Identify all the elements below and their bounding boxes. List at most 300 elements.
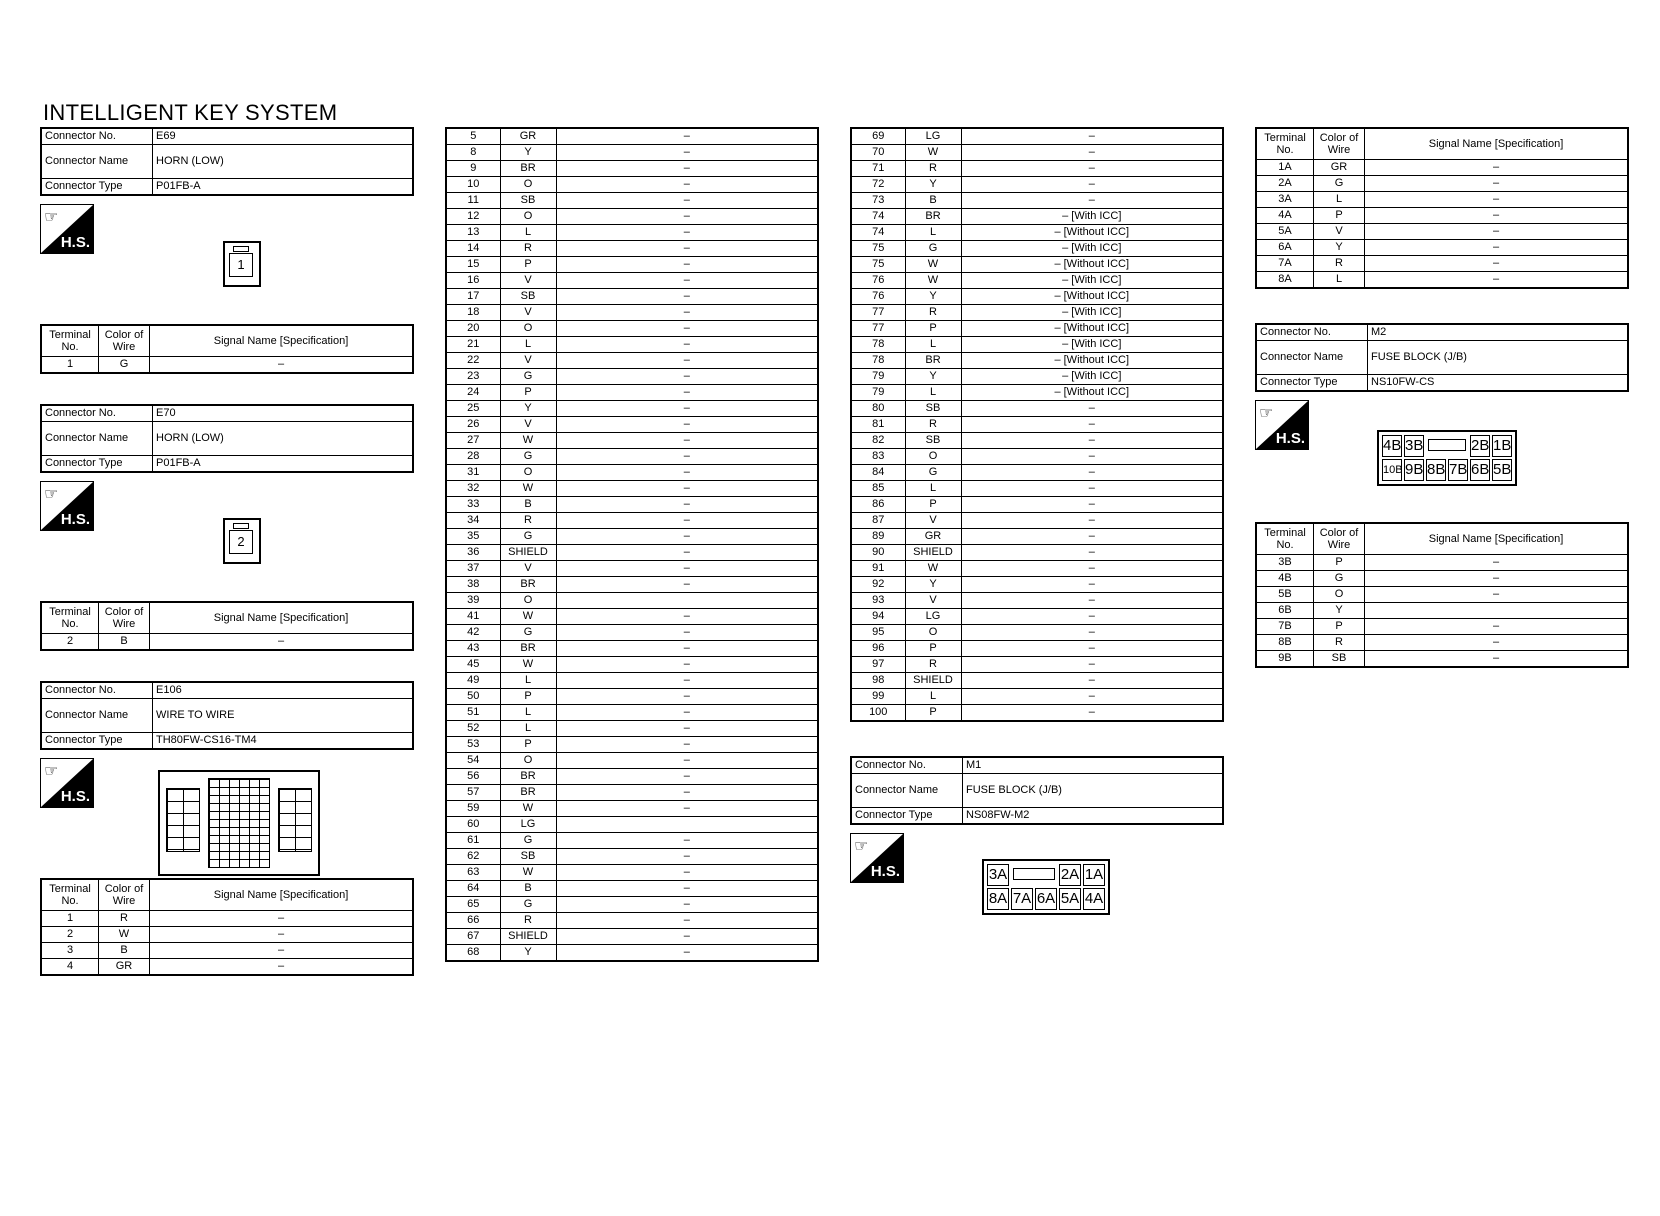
wire-color-cell: G	[1314, 176, 1365, 192]
signal-cell: –	[961, 641, 1223, 657]
terminal-cell: 56	[446, 769, 500, 785]
terminal-cell: 52	[446, 721, 500, 737]
wire-color-cell: G	[500, 529, 556, 545]
wire-color-cell: P	[905, 641, 961, 657]
connector-no-value: E69	[153, 128, 414, 145]
table-row	[851, 481, 1223, 497]
signal-cell: – [Without ICC]	[961, 257, 1223, 273]
terminal-cell: 69	[851, 128, 905, 145]
table-row	[446, 513, 818, 529]
connector-pin-grid	[208, 778, 270, 868]
signal-cell: –	[1365, 619, 1629, 635]
table-row	[446, 433, 818, 449]
table-row	[446, 865, 818, 881]
wire-color-cell: R	[500, 241, 556, 257]
signal-cell: –	[961, 449, 1223, 465]
signal-cell: –	[150, 357, 414, 374]
wire-color-cell: V	[500, 417, 556, 433]
table-row	[851, 497, 1223, 513]
signal-cell: –	[961, 529, 1223, 545]
wire-color-cell: BR	[905, 209, 961, 225]
signal-cell: –	[556, 513, 818, 529]
wire-color-cell: BR	[500, 785, 556, 801]
wire-color-cell: W	[500, 657, 556, 673]
cavity: 6A	[1035, 888, 1057, 910]
terminal-cell: 77	[851, 321, 905, 337]
table-row	[446, 289, 818, 305]
pin-table-e106-continued-a	[445, 127, 819, 962]
terminal-cell: 76	[851, 273, 905, 289]
wire-color-cell: R	[905, 305, 961, 321]
signal-cell: – [With ICC]	[961, 241, 1223, 257]
signal-cell: –	[556, 241, 818, 257]
cavity: 1A	[1083, 864, 1105, 886]
terminal-cell: 75	[851, 241, 905, 257]
signal-cell: –	[556, 161, 818, 177]
connector-info-m1	[850, 756, 1224, 825]
table-row	[446, 529, 818, 545]
table-row	[41, 357, 413, 374]
connector-type-label: Connector Type	[1256, 375, 1368, 392]
terminal-cell: 62	[446, 849, 500, 865]
connector-name-value: FUSE BLOCK (J/B)	[1368, 341, 1629, 375]
connector-name-label: Connector Name	[41, 699, 153, 733]
terminal-cell: 71	[851, 161, 905, 177]
terminal-cell: 25	[446, 401, 500, 417]
terminal-cell: 1A	[1256, 160, 1314, 176]
table-row	[1256, 619, 1628, 635]
wire-color-cell: P	[905, 497, 961, 513]
table-row	[1256, 256, 1628, 272]
table-row	[446, 801, 818, 817]
signal-cell: – [With ICC]	[961, 305, 1223, 321]
terminal-cell: 59	[446, 801, 500, 817]
table-row	[851, 465, 1223, 481]
harness-side-icon: ☞ H.S.	[850, 833, 904, 883]
wire-color-cell: Y	[905, 177, 961, 193]
pin-label: 2	[229, 530, 253, 554]
terminal-cell: 72	[851, 177, 905, 193]
connector-type-label: Connector Type	[851, 808, 963, 825]
table-row	[851, 305, 1223, 321]
signal-cell: –	[556, 273, 818, 289]
signal-cell: –	[556, 225, 818, 241]
terminal-cell: 83	[851, 449, 905, 465]
table-row	[446, 401, 818, 417]
table-row	[1256, 240, 1628, 256]
signal-cell: –	[556, 721, 818, 737]
signal-cell: –	[1365, 635, 1629, 651]
terminal-cell: 1	[41, 911, 99, 927]
wire-color-cell: L	[1314, 192, 1365, 208]
wire-color-cell: Y	[1314, 603, 1365, 619]
signal-cell: –	[556, 193, 818, 209]
table-row	[446, 625, 818, 641]
table-row	[851, 385, 1223, 401]
terminal-cell: 95	[851, 625, 905, 641]
connector-face-e70	[223, 518, 261, 564]
signal-cell: –	[556, 529, 818, 545]
terminal-cell: 93	[851, 593, 905, 609]
table-row	[446, 545, 818, 561]
wire-color-cell: SB	[500, 289, 556, 305]
terminal-cell: 79	[851, 385, 905, 401]
table-row	[41, 634, 413, 651]
wire-color-cell: Y	[905, 289, 961, 305]
terminal-cell: 74	[851, 209, 905, 225]
signal-cell: – [Without ICC]	[961, 321, 1223, 337]
wire-color-cell: G	[905, 241, 961, 257]
connector-no-value: E106	[153, 682, 414, 699]
terminal-cell: 35	[446, 529, 500, 545]
terminal-cell: 31	[446, 465, 500, 481]
wire-color-cell: Y	[905, 577, 961, 593]
wire-color-cell: Y	[905, 369, 961, 385]
wire-color-cell: L	[500, 705, 556, 721]
signal-cell: – [With ICC]	[961, 273, 1223, 289]
terminal-cell: 33	[446, 497, 500, 513]
connector-type-value: NS10FW-CS	[1368, 375, 1629, 392]
signal-cell	[556, 817, 818, 833]
terminal-cell: 13	[446, 225, 500, 241]
table-row	[851, 128, 1223, 145]
pin-table-m1	[1255, 127, 1629, 289]
signal-cell: –	[961, 705, 1223, 722]
connector-type-label: Connector Type	[41, 179, 153, 196]
table-row	[446, 593, 818, 609]
terminal-cell: 27	[446, 433, 500, 449]
terminal-cell: 6B	[1256, 603, 1314, 619]
terminal-cell: 2	[41, 634, 99, 651]
table-row	[851, 369, 1223, 385]
table-row	[851, 513, 1223, 529]
wire-color-cell: BR	[905, 353, 961, 369]
wire-color-cell: W	[500, 801, 556, 817]
signal-cell: –	[556, 689, 818, 705]
terminal-cell: 76	[851, 289, 905, 305]
wire-color-cell: L	[905, 481, 961, 497]
table-row	[851, 321, 1223, 337]
terminal-cell: 84	[851, 465, 905, 481]
terminal-cell: 23	[446, 369, 500, 385]
terminal-cell: 100	[851, 705, 905, 722]
table-row	[446, 785, 818, 801]
wire-color-cell: V	[1314, 224, 1365, 240]
wire-color-cell: SHIELD	[500, 929, 556, 945]
harness-side-icon: ☞ H.S.	[40, 481, 94, 531]
terminal-cell: 16	[446, 273, 500, 289]
connector-type-value: P01FB-A	[153, 456, 414, 473]
signal-cell: –	[556, 177, 818, 193]
terminal-cell: 43	[446, 641, 500, 657]
signal-cell: –	[556, 417, 818, 433]
signal-cell: –	[150, 911, 414, 927]
table-row	[446, 721, 818, 737]
terminal-cell: 21	[446, 337, 500, 353]
table-row	[446, 385, 818, 401]
table-row	[851, 337, 1223, 353]
pin-table-e106	[40, 878, 414, 976]
table-row	[446, 817, 818, 833]
signal-cell: –	[961, 145, 1223, 161]
wire-color-cell: BR	[500, 769, 556, 785]
wire-color-cell: G	[500, 625, 556, 641]
connector-name-label: Connector Name	[1256, 341, 1368, 375]
terminal-cell: 12	[446, 209, 500, 225]
wire-color-cell: GR	[1314, 160, 1365, 176]
connector-face-e106	[158, 770, 320, 876]
table-row	[851, 289, 1223, 305]
connector-no-value: M2	[1368, 324, 1629, 341]
wire-color-cell: L	[1314, 272, 1365, 289]
signal-cell: –	[556, 145, 818, 161]
signal-cell: – [With ICC]	[961, 369, 1223, 385]
signal-cell: –	[556, 865, 818, 881]
table-row	[446, 321, 818, 337]
terminal-cell: 3	[41, 943, 99, 959]
signal-cell: –	[961, 433, 1223, 449]
terminal-cell: 81	[851, 417, 905, 433]
signal-cell: –	[1365, 240, 1629, 256]
terminal-cell: 24	[446, 385, 500, 401]
wire-color-cell: R	[1314, 256, 1365, 272]
cavity: 2A	[1059, 864, 1081, 886]
connector-pin-block-right	[278, 788, 312, 852]
signal-cell: –	[1365, 176, 1629, 192]
terminal-cell: 49	[446, 673, 500, 689]
connector-diagram-m2	[1255, 392, 1629, 522]
wire-color-cell: B	[500, 497, 556, 513]
wire-color-cell: V	[905, 593, 961, 609]
terminal-cell: 34	[446, 513, 500, 529]
wire-color-cell: R	[99, 911, 150, 927]
terminal-cell: 5B	[1256, 587, 1314, 603]
signal-cell: –	[961, 177, 1223, 193]
wire-color-cell: SB	[1314, 651, 1365, 668]
wire-color-cell: W	[500, 865, 556, 881]
connector-info-e69	[40, 127, 414, 196]
terminal-cell: 66	[446, 913, 500, 929]
wire-color-cell: G	[500, 449, 556, 465]
signal-cell: –	[556, 385, 818, 401]
table-row	[851, 577, 1223, 593]
wire-color-cell: SB	[500, 193, 556, 209]
connector-diagram-e70	[40, 473, 414, 601]
table-row	[446, 753, 818, 769]
table-row	[446, 945, 818, 962]
terminal-cell: 36	[446, 545, 500, 561]
wire-color-cell: L	[500, 337, 556, 353]
connector-name-value: FUSE BLOCK (J/B)	[963, 774, 1224, 808]
signal-cell: –	[1365, 224, 1629, 240]
signal-cell: –	[556, 897, 818, 913]
table-row	[851, 449, 1223, 465]
table-row	[851, 417, 1223, 433]
signal-cell: –	[556, 881, 818, 897]
terminal-cell: 98	[851, 673, 905, 689]
table-row	[446, 689, 818, 705]
signal-cell: – [With ICC]	[961, 337, 1223, 353]
cavity: 8B	[1426, 459, 1446, 481]
signal-cell: –	[556, 577, 818, 593]
wire-color-cell: BR	[500, 161, 556, 177]
wire-color-cell: R	[905, 657, 961, 673]
table-row	[446, 881, 818, 897]
terminal-cell: 78	[851, 337, 905, 353]
wire-color-cell: G	[500, 897, 556, 913]
wire-color-cell: P	[1314, 555, 1365, 571]
table-row	[1256, 651, 1628, 668]
connector-face-e69	[223, 241, 261, 287]
color-header: Color of Wire	[99, 602, 150, 634]
wire-color-cell: R	[500, 913, 556, 929]
cavity: 6B	[1470, 459, 1490, 481]
terminal-cell: 51	[446, 705, 500, 721]
column-3	[850, 127, 1224, 935]
terminal-cell: 63	[446, 865, 500, 881]
table-row	[851, 209, 1223, 225]
terminal-cell: 82	[851, 433, 905, 449]
terminal-cell: 2A	[1256, 176, 1314, 192]
signal-header: Signal Name [Specification]	[1365, 128, 1629, 160]
terminal-cell: 8A	[1256, 272, 1314, 289]
pin-label: 1	[229, 253, 253, 277]
column-1	[40, 127, 414, 976]
table-row	[851, 673, 1223, 689]
pin-table-e69	[40, 324, 414, 374]
connector-face-m1	[982, 859, 1110, 915]
wire-color-cell: P	[500, 689, 556, 705]
signal-cell: –	[961, 625, 1223, 641]
table-row	[1256, 635, 1628, 651]
table-row	[851, 225, 1223, 241]
wire-color-cell: R	[1314, 635, 1365, 651]
wire-color-cell: L	[905, 689, 961, 705]
table-row	[1256, 160, 1628, 176]
terminal-no-header: Terminal No.	[41, 602, 99, 634]
signal-cell: –	[556, 369, 818, 385]
signal-cell: –	[1365, 587, 1629, 603]
connector-info-m2	[1255, 323, 1629, 392]
table-row	[446, 849, 818, 865]
table-row	[446, 449, 818, 465]
wire-color-cell: P	[1314, 208, 1365, 224]
wire-color-cell: B	[99, 634, 150, 651]
table-row	[851, 561, 1223, 577]
table-row	[446, 913, 818, 929]
signal-cell: –	[556, 737, 818, 753]
color-header: Color of Wire	[1314, 128, 1365, 160]
signal-cell: –	[556, 321, 818, 337]
wire-color-cell: R	[500, 513, 556, 529]
terminal-no-header: Terminal No.	[1256, 128, 1314, 160]
signal-cell	[556, 593, 818, 609]
wire-color-cell: O	[500, 465, 556, 481]
page-title: INTELLIGENT KEY SYSTEM	[43, 100, 338, 125]
wire-color-cell: SHIELD	[905, 673, 961, 689]
signal-cell: –	[1365, 160, 1629, 176]
wire-color-cell: V	[500, 305, 556, 321]
table-row	[446, 657, 818, 673]
terminal-cell: 38	[446, 577, 500, 593]
signal-cell: –	[961, 593, 1223, 609]
terminal-cell: 91	[851, 561, 905, 577]
connector-no-label: Connector No.	[851, 757, 963, 774]
terminal-cell: 3A	[1256, 192, 1314, 208]
harness-side-icon: ☞ H.S.	[1255, 400, 1309, 450]
table-row	[446, 225, 818, 241]
connector-type-value: NS08FW-M2	[963, 808, 1224, 825]
cavity: 10B	[1382, 459, 1402, 481]
table-row	[446, 177, 818, 193]
wire-color-cell: Y	[500, 145, 556, 161]
signal-cell: –	[961, 513, 1223, 529]
signal-cell: –	[556, 353, 818, 369]
terminal-cell: 4A	[1256, 208, 1314, 224]
cavity: 2B	[1470, 435, 1490, 457]
column-4	[1255, 127, 1629, 668]
signal-cell: –	[556, 481, 818, 497]
wire-color-cell: Y	[1314, 240, 1365, 256]
pin-table-e106-continued-b	[850, 127, 1224, 722]
signal-cell: –	[961, 545, 1223, 561]
terminal-cell: 37	[446, 561, 500, 577]
wire-color-cell: G	[500, 833, 556, 849]
signal-cell: –	[1365, 192, 1629, 208]
table-row	[446, 641, 818, 657]
table-row	[1256, 571, 1628, 587]
terminal-no-header: Terminal No.	[41, 325, 99, 357]
terminal-cell: 11	[446, 193, 500, 209]
signal-cell: –	[961, 161, 1223, 177]
wire-color-cell: W	[905, 273, 961, 289]
wire-color-cell: G	[1314, 571, 1365, 587]
connector-name-label: Connector Name	[41, 422, 153, 456]
wire-color-cell: P	[500, 385, 556, 401]
wire-color-cell: P	[905, 705, 961, 722]
terminal-cell: 14	[446, 241, 500, 257]
table-row	[1256, 224, 1628, 240]
signal-cell: –	[556, 801, 818, 817]
connector-info-e106	[40, 681, 414, 750]
terminal-no-header: Terminal No.	[1256, 523, 1314, 555]
terminal-cell: 32	[446, 481, 500, 497]
terminal-cell: 96	[851, 641, 905, 657]
connector-name-value: WIRE TO WIRE	[153, 699, 414, 733]
signal-cell: –	[556, 625, 818, 641]
table-row	[446, 481, 818, 497]
signal-cell: –	[1365, 272, 1629, 289]
terminal-cell: 60	[446, 817, 500, 833]
signal-cell: –	[556, 209, 818, 225]
terminal-cell: 73	[851, 193, 905, 209]
terminal-cell: 7A	[1256, 256, 1314, 272]
locking-tab	[1428, 439, 1466, 451]
signal-cell: – [Without ICC]	[961, 353, 1223, 369]
terminal-cell: 67	[446, 929, 500, 945]
table-row	[41, 927, 413, 943]
wire-color-cell: LG	[500, 817, 556, 833]
terminal-cell: 50	[446, 689, 500, 705]
wire-color-cell: SB	[905, 433, 961, 449]
terminal-cell: 85	[851, 481, 905, 497]
table-row	[851, 641, 1223, 657]
signal-cell: –	[150, 927, 414, 943]
signal-cell: –	[556, 641, 818, 657]
table-row	[1256, 208, 1628, 224]
cavity: 5A	[1059, 888, 1081, 910]
terminal-cell: 94	[851, 609, 905, 625]
